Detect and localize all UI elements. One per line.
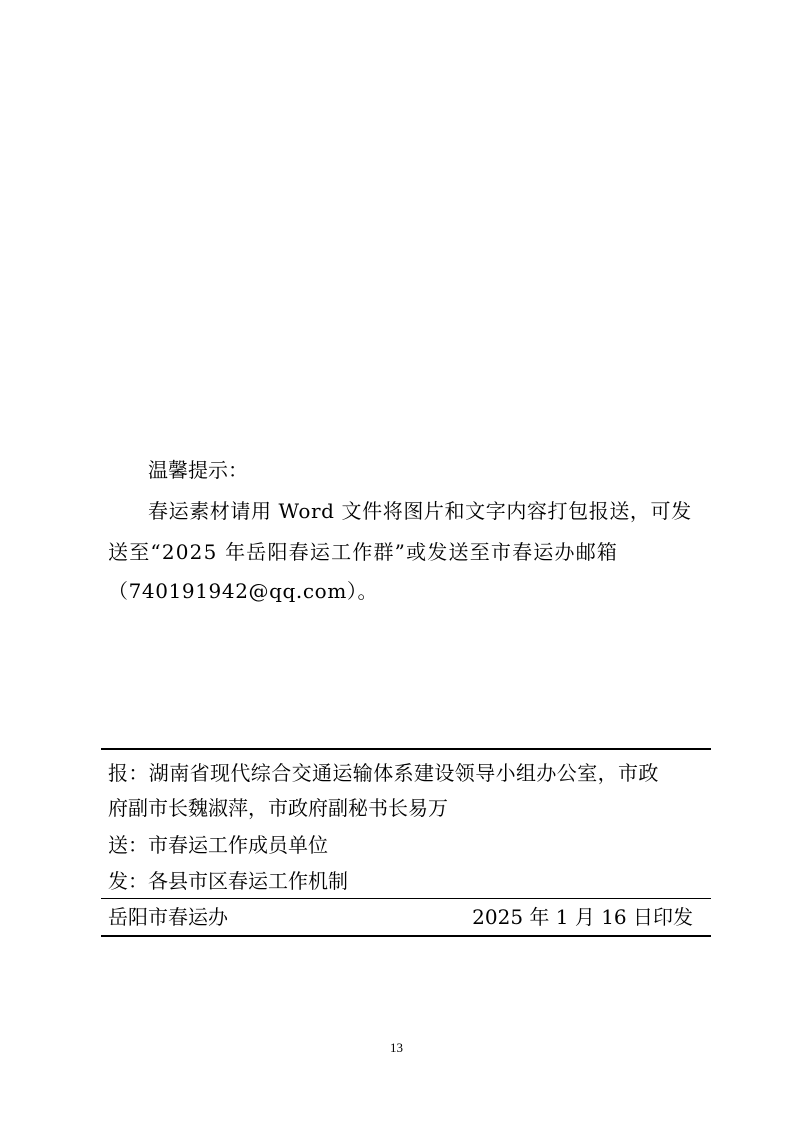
issuing-office: 岳阳市春运办: [108, 905, 228, 929]
tip-body-line-3: （740191942@qq.com）。: [108, 579, 379, 603]
distribution-bottom-rule: [101, 935, 711, 937]
report-to-line-2: 府副市长魏淑萍，市政府副秘书长易万: [108, 796, 448, 820]
issue-date: 2025 年 1 月 16 日印发: [472, 905, 693, 929]
send-to-line: 送：市春运工作成员单位: [108, 833, 328, 857]
distribution-top-rule: [101, 748, 711, 750]
issue-to-line: 发：各县市区春运工作机制: [108, 869, 348, 893]
tip-body-line-2: 送至“2025 年岳阳春运工作群”或发送至市春运办邮箱: [108, 540, 619, 564]
distribution-middle-rule: [101, 898, 711, 899]
tip-body-line-1: 春运素材请用 Word 文件将图片和文字内容打包报送，可发: [148, 499, 692, 523]
tip-heading: 温馨提示：: [148, 458, 248, 482]
page-number: 13: [390, 1040, 403, 1055]
report-to-line-1: 报：湖南省现代综合交通运输体系建设领导小组办公室，市政: [108, 761, 659, 785]
